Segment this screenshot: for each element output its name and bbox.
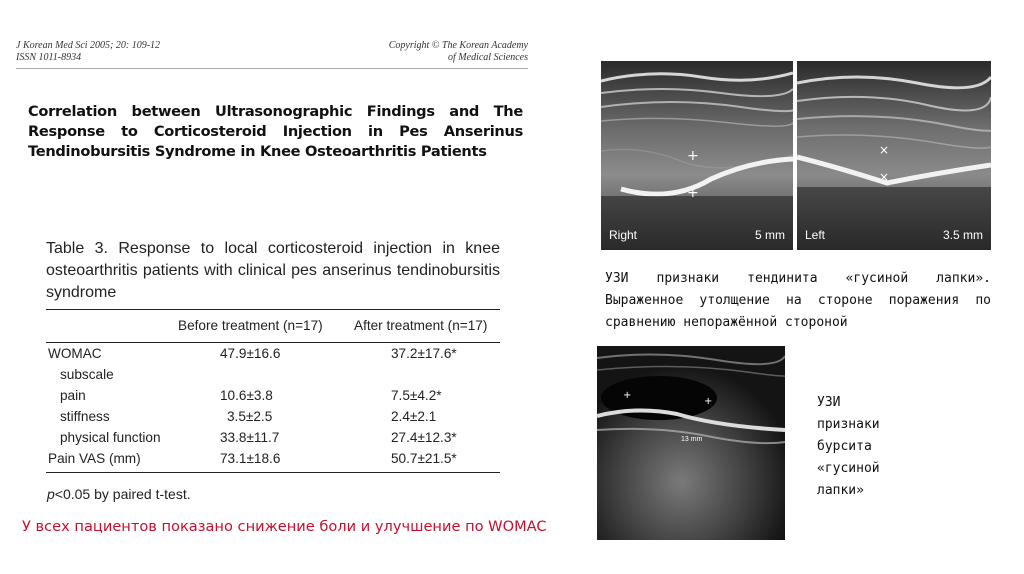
journal-citation — [16, 40, 160, 64]
ultrasound-measure-bursitis: 13 mm — [681, 436, 703, 443]
caliper-marker: + — [687, 148, 699, 164]
footnote-p-symbol: p — [47, 486, 55, 502]
table-footnote — [47, 485, 191, 503]
table-rule-top — [46, 309, 500, 310]
row-label-physical-function: physical function — [60, 430, 161, 445]
copyright-line-2: of Medical Sciences — [448, 52, 528, 63]
tendinitis-description: УЗИ признаки тендинита «гусиной лапки». Выраженное утолщение на стороне поражения по сравнению непоражённой стороной — [605, 271, 991, 330]
ultrasound-image-right — [601, 61, 793, 250]
cell-physical-function-after: 27.4±12.3* — [391, 430, 457, 445]
row-label-stiffness: stiffness — [60, 409, 110, 424]
ultrasound-measure-left: 3.5 mm — [942, 228, 983, 242]
table-rule-header — [46, 342, 500, 343]
ultrasound-image-left — [797, 61, 991, 250]
ultrasound-right-graphic — [601, 61, 793, 250]
ultrasound-image-bursitis — [597, 346, 785, 540]
caliper-marker: + — [623, 390, 632, 401]
table-rule-bottom — [46, 472, 500, 473]
bursitis-description-line: бурсита — [817, 439, 872, 454]
ultrasound-measure-right: 5 mm — [755, 228, 785, 242]
bursitis-description-line: лапки» — [817, 483, 864, 498]
copyright-notice — [360, 40, 528, 64]
cell-pain-vas-before: 73.1±18.6 — [220, 451, 281, 466]
cell-stiffness-after: 2.4±2.1 — [391, 409, 437, 424]
bursitis-description — [817, 392, 927, 502]
copyright-line-1: Copyright © The Korean Academy — [388, 40, 528, 51]
caliper-marker: × — [879, 143, 890, 157]
column-header-before: Before treatment (n=17) — [178, 318, 323, 333]
table-label: Table 3. — [46, 240, 108, 257]
column-header-after: After treatment (n=17) — [354, 318, 488, 333]
cell-physical-function-before: 33.8±11.7 — [220, 430, 280, 445]
table-caption — [46, 238, 500, 304]
caliper-marker: × — [879, 170, 890, 184]
journal-issn: ISSN 1011-8934 — [16, 52, 82, 63]
table-caption-text: Response to local corticosteroid injection in knee osteoarthritis patients with clinical pes anserinus tendinobursitis syndrome — [46, 240, 500, 301]
footnote-text: <0.05 by paired t-test. — [54, 486, 191, 502]
bursitis-description-line: УЗИ — [817, 395, 841, 410]
cell-womac-after: 37.2±17.6* — [391, 346, 457, 361]
header-divider — [16, 68, 528, 69]
ultrasound-side-label-right: Right — [609, 228, 638, 242]
ultrasound-side-label-left: Left — [805, 228, 826, 242]
ultrasound-bursitis-graphic — [597, 346, 785, 540]
caliper-marker: + — [687, 185, 699, 201]
cell-womac-before: 47.9±16.6 — [220, 346, 281, 361]
caliper-marker: + — [704, 396, 713, 407]
journal-citation-line: J Korean Med Sci 2005; 20: 109-12 — [16, 40, 161, 51]
row-label-womac: WOMAC — [48, 346, 102, 361]
bursitis-description-line: «гусиной — [817, 461, 880, 476]
row-label-pain-vas: Pain VAS (mm) — [48, 451, 141, 466]
row-label-subscale: subscale — [60, 367, 114, 382]
row-label-pain: pain — [60, 388, 86, 403]
bursitis-description-line: признаки — [817, 417, 880, 432]
cell-stiffness-before: 3.5±2.5 — [227, 409, 273, 424]
article-title: Correlation between Ultrasonographic Findings and The Response to Corticosteroid Injection in Pes Anserinus Tendinobursitis Syndrome in Knee Osteoarthritis Patients — [28, 103, 523, 160]
cell-pain-vas-after: 50.7±21.5* — [391, 451, 457, 466]
cell-pain-after: 7.5±4.2* — [391, 388, 442, 403]
cell-pain-before: 10.6±3.8 — [220, 388, 273, 403]
summary-conclusion: У всех пациентов показано снижение боли и улучшение по WOMAC — [22, 518, 547, 535]
ultrasound-left-graphic — [797, 61, 991, 250]
